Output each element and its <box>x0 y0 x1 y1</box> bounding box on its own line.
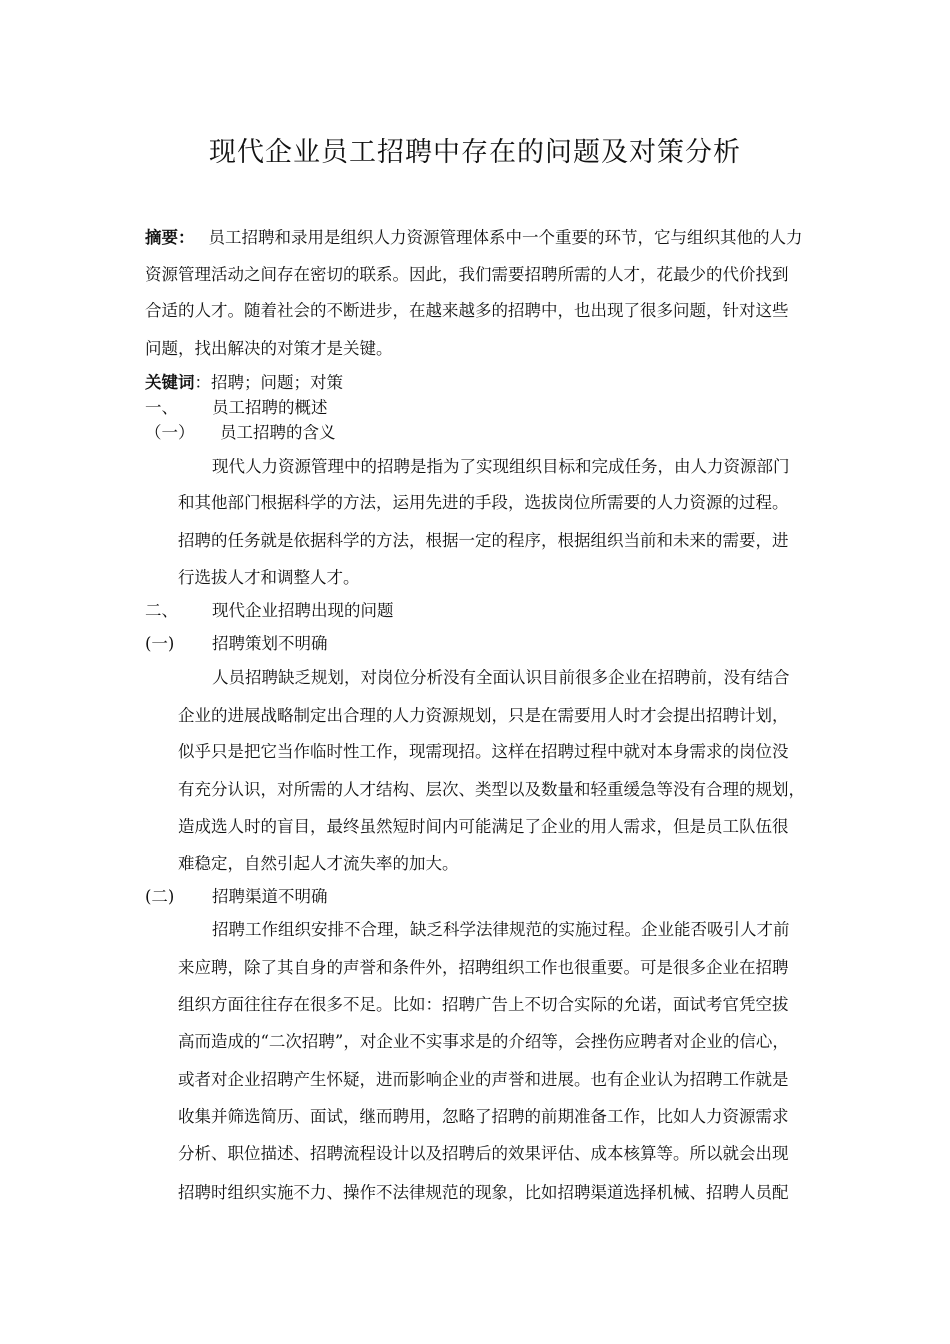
paragraph-line: 收集并筛选简历、面试，继而聘用，忽略了招聘的前期准备工作，比如人力资源需求 <box>178 1107 789 1126</box>
paragraph-line: 难稳定，自然引起人才流失率的加大。 <box>178 854 459 873</box>
paragraph-line: 分析、职位描述、招聘流程设计以及招聘后的效果评估、成本核算等。所以就会出现 <box>178 1144 789 1163</box>
subsection-title: 招聘渠道不明确 <box>212 887 328 906</box>
paragraph-line: 有充分认识，对所需的人才结构、层次、类型以及数量和轻重缓急等没有合理的规划， <box>178 780 805 799</box>
abstract-line <box>145 228 803 248</box>
paragraph-line: 企业的进展战略制定出合理的人力资源规划，只是在需要用人时才会提出招聘计划， <box>178 706 789 725</box>
subsection-number: (二) <box>145 887 175 906</box>
paragraph-line: 和其他部门根据科学的方法，运用先进的手段，选拔岗位所需要的人力资源的过程。 <box>178 493 789 512</box>
paragraph-line: 招聘时组织实施不力、操作不法律规范的现象，比如招聘渠道选择机械、招聘人员配 <box>178 1183 789 1202</box>
paragraph-line: 招聘工作组织安排不合理，缺乏科学法律规范的实施过程。企业能否吸引人才前 <box>212 920 790 939</box>
subsection-title: 招聘策划不明确 <box>212 634 328 653</box>
subsection-title: 员工招聘的含义 <box>220 423 336 442</box>
section-number: 一、 <box>145 398 178 417</box>
paragraph-line: 高而造成的“二次招聘”，对企业不实事求是的介绍等，会挫伤应聘者对企业的信心， <box>178 1032 789 1051</box>
document-title: 现代企业员工招聘中存在的问题及对策分析 <box>209 137 741 168</box>
abstract-text: 员工招聘和录用是组织人力资源管理体系中一个重要的环节，它与组织其他的人力 <box>208 228 803 247</box>
paragraph-line: 似乎只是把它当作临时性工作，现需现招。这样在招聘过程中就对本身需求的岗位没 <box>178 742 789 761</box>
paragraph-line: 组织方面往往存在很多不足。比如：招聘广告上不切合实际的允诺，面试考官凭空拔 <box>178 995 789 1014</box>
abstract-line: 资源管理活动之间存在密切的联系。因此，我们需要招聘所需的人才，花最少的代价找到 <box>145 265 789 284</box>
paragraph-line: 或者对企业招聘产生怀疑，进而影响企业的声誉和进展。也有企业认为招聘工作就是 <box>178 1070 789 1089</box>
abstract-line: 合适的人才。随着社会的不断进步，在越来越多的招聘中，也出现了很多问题，针对这些 <box>145 301 789 320</box>
paragraph-line: 来应聘，除了其自身的声誉和条件外，招聘组织工作也很重要。可是很多企业在招聘 <box>178 958 789 977</box>
paragraph-line: 造成选人时的盲目，最终虽然短时间内可能满足了企业的用人需求，但是员工队伍很 <box>178 817 789 836</box>
keywords-label: 关键词 <box>145 373 195 392</box>
abstract-label: 摘要： <box>145 228 195 247</box>
section-title: 现代企业招聘出现的问题 <box>212 601 394 620</box>
section-number: 二、 <box>145 601 178 620</box>
paragraph-line: 招聘的任务就是依据科学的方法，根据一定的程序，根据组织当前和未来的需要，进 <box>178 531 789 550</box>
paragraph-line: 现代人力资源管理中的招聘是指为了实现组织目标和完成任务，由人力资源部门 <box>212 457 790 476</box>
abstract-line: 问题，找出解决的对策才是关键。 <box>145 339 393 358</box>
section-title: 员工招聘的概述 <box>212 398 328 417</box>
keywords-line <box>145 373 343 393</box>
paragraph-line: 人员招聘缺乏规划，对岗位分析没有全面认识目前很多企业在招聘前，没有结合 <box>212 668 790 687</box>
subsection-number: (一) <box>145 634 175 653</box>
keywords-text: ：招聘；问题；对策 <box>194 373 343 392</box>
paragraph-line: 行选拔人才和调整人才。 <box>178 568 360 587</box>
subsection-number: （一） <box>145 423 195 442</box>
